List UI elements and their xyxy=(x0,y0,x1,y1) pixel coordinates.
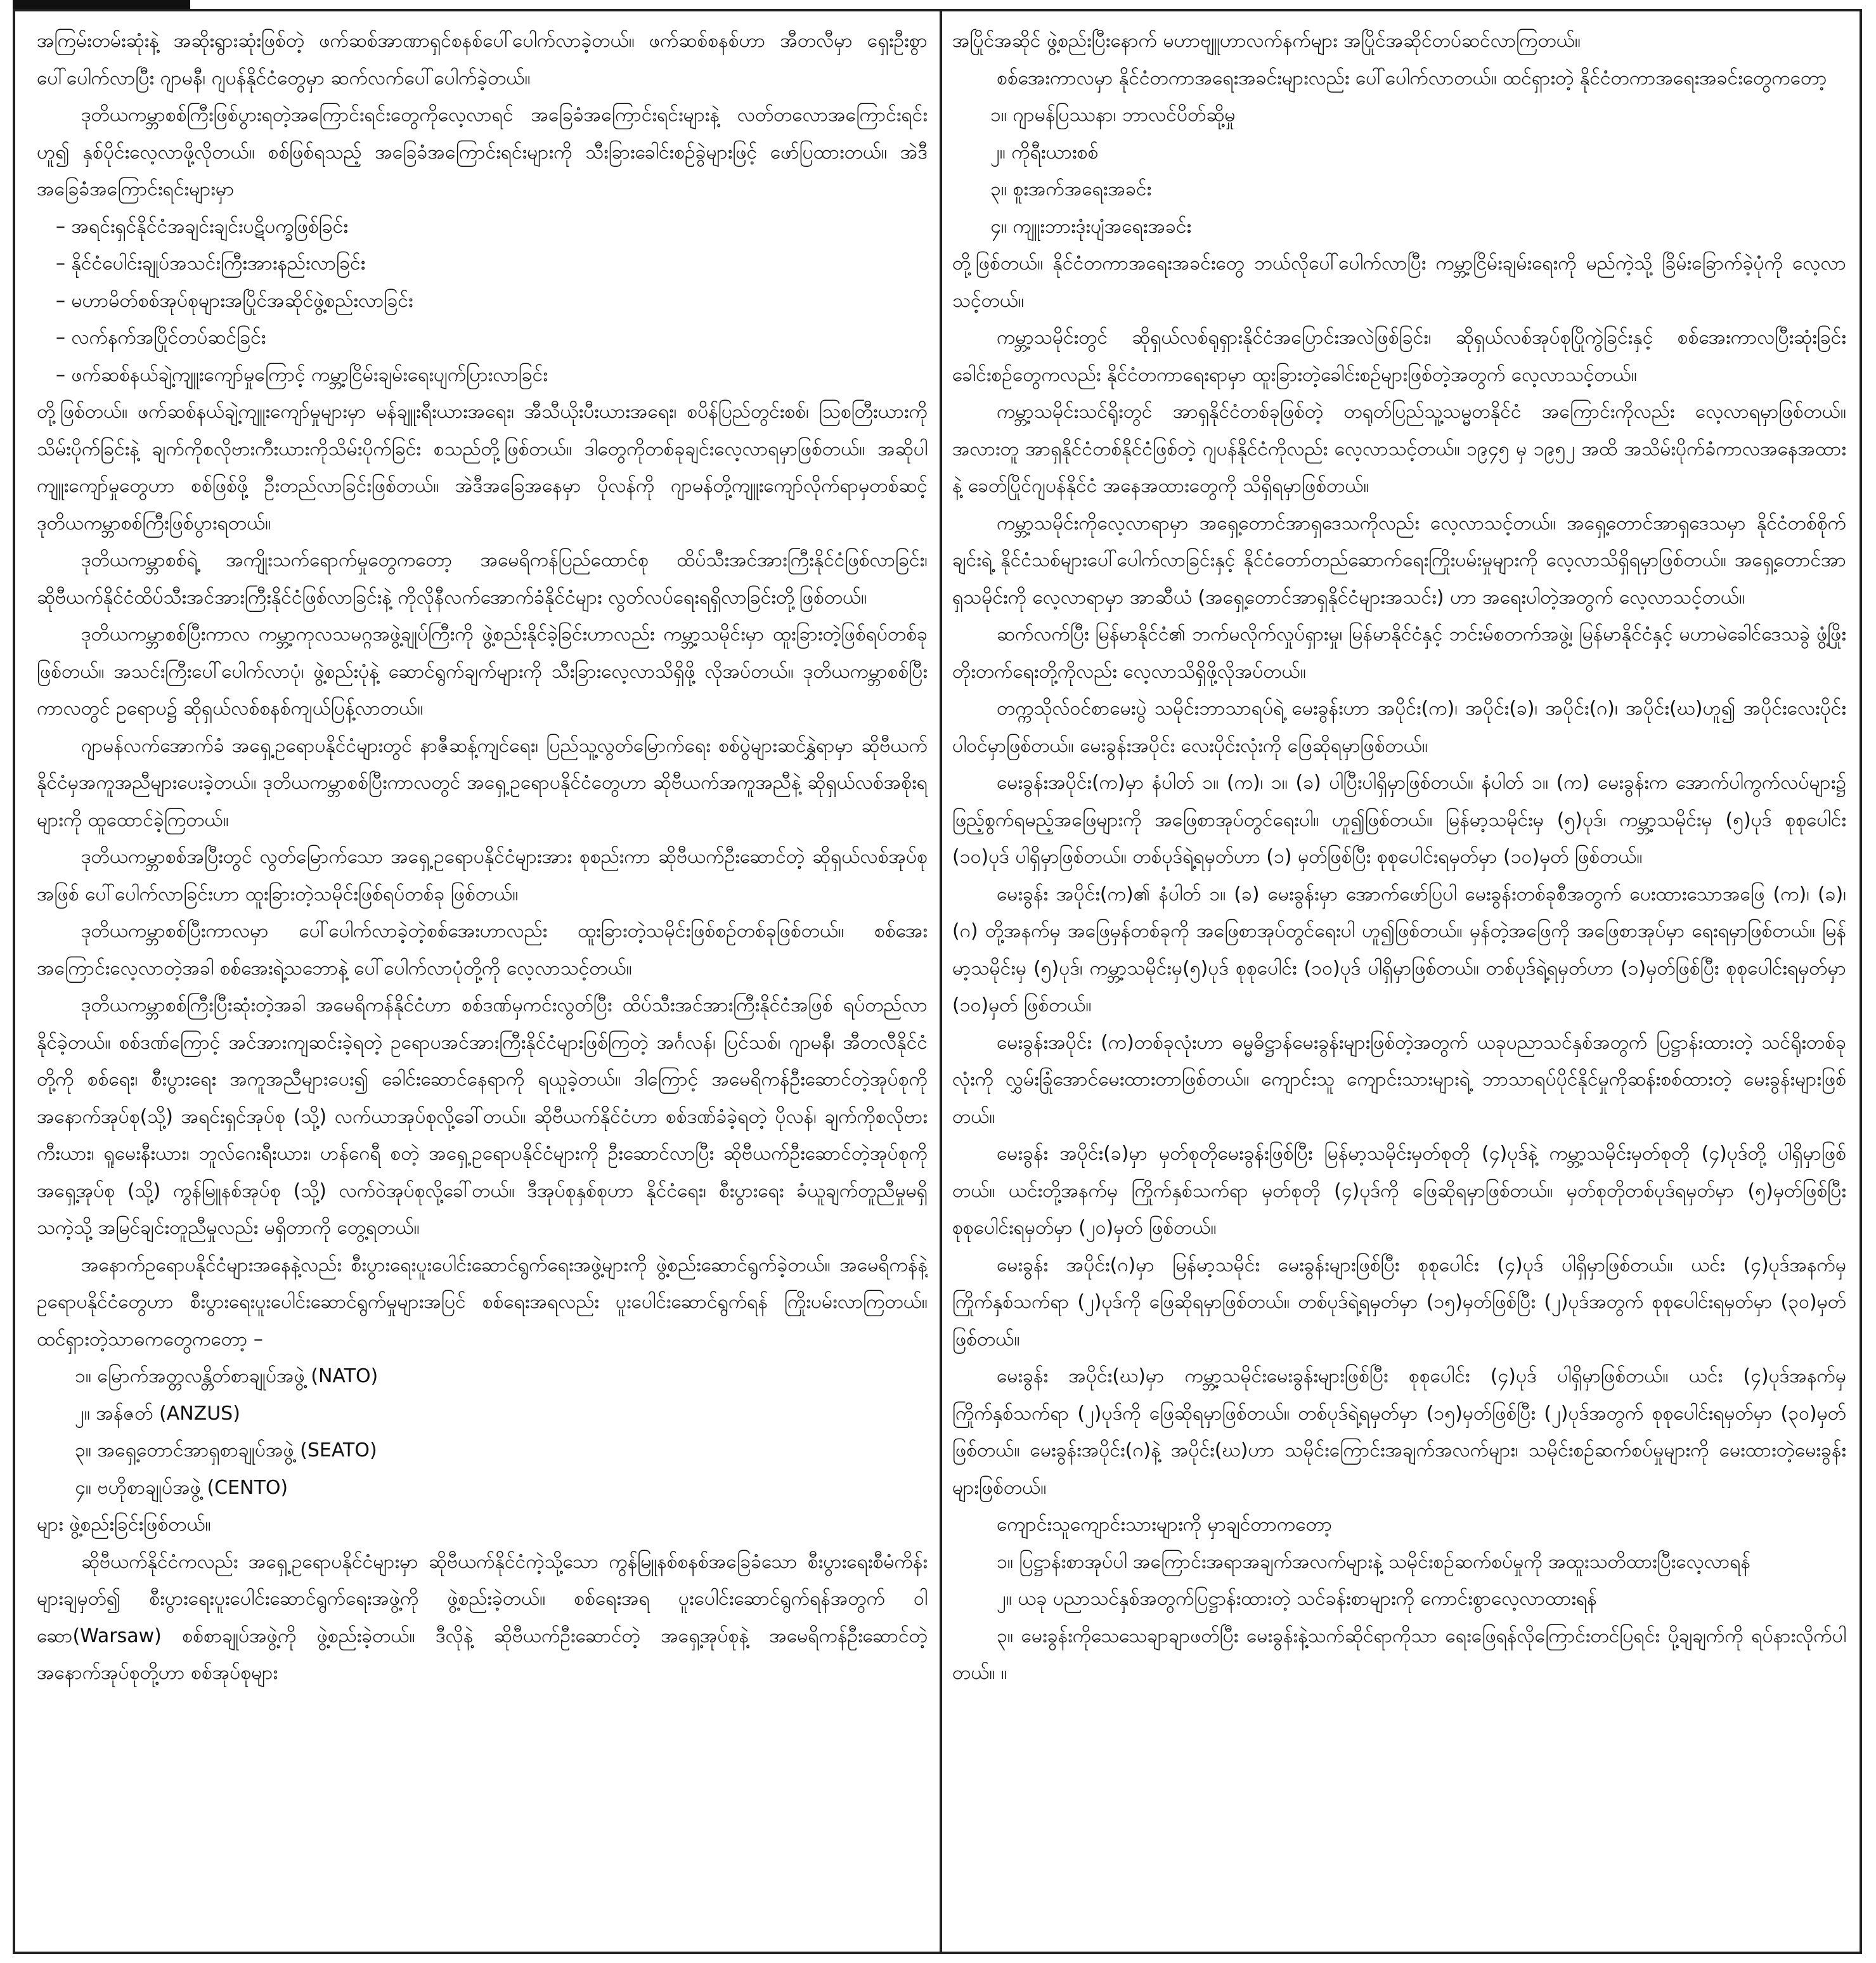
paragraph: အကြမ်းတမ်းဆုံးနဲ့ အဆိုးရွားဆုံးဖြစ်တဲ့ ဖက်ဆစ်အာဏာရှင်စနစ်ပေါ်ပေါက်လာခဲ့တယ်။ ဖက်ဆစ်စနစ်ဟာ အီတလီမှာ ရှေးဦးစွာပေါ်ပေါက်လာပြီး ဂျာမနီ၊ ဂျပန်နိုင်ငံတွေမှာ ဆက်လက်ပေါ်ပေါက်ခဲ့တယ်။ xyxy=(37,30,928,89)
numbered-item: ၂။ ယခု ပညာသင်နှစ်အတွက်ပြဋ္ဌာန်းထားတဲ့ သင်ခန်းစာများကို ကောင်းစွာလေ့လာထားရန် xyxy=(997,1588,1597,1610)
paragraph: ဒုတိယကမ္ဘာစစ်အပြီးတွင် လွတ်မြောက်သော အရှေ့ဥရောပနိုင်ငံများအား စုစည်းကာ ဆိုဗီယက်ဦးဆောင်တဲ့ ဆိုရှယ်လစ်အုပ်စုအဖြစ် ပေါ်ပေါက်လာခြင်းဟာ ထူးခြားတဲ့သမိုင်းဖြစ်ရပ်တစ်ခု ဖြစ်တယ်။ xyxy=(37,846,928,905)
paragraph: ဒုတိယကမ္ဘာစစ်ပြီးကာလမှာ ပေါ်ပေါက်လာခဲ့တဲ့စစ်အေးဟာလည်း ထူးခြားတဲ့သမိုင်းဖြစ်စဉ်တစ်ခုဖြစ်တယ်။ စစ်အေးအကြောင်းလေ့လာတဲ့အခါ စစ်အေးရဲ့သဘောနဲ့ ပေါ်ပေါက်လာပုံတို့ကို လေ့လာသင့်တယ်။ xyxy=(37,920,928,980)
paragraph: တက္ကသိုလ်ဝင်စာမေးပွဲ သမိုင်းဘာသာရပ်ရဲ့ မေးခွန်းဟာ အပိုင်း(က)၊ အပိုင်း(ခ)၊ အပိုင်း(ဂ)၊ အပိုင်း(ဃ)ဟူ၍ အပိုင်းလေးပိုင်း ပါဝင်မှာဖြစ်တယ်။ မေးခွန်းအပိုင်း လေးပိုင်းလုံးကို ဖြေဆိုရမှာဖြစ်တယ်။ xyxy=(952,697,1846,757)
list-item: – အရင်းရှင်နိုင်ငံအချင်းချင်းပဋိပက္ခဖြစ်ခြင်း xyxy=(56,215,348,238)
list-item: – မဟာမိတ်စစ်အုပ်စုများအပြိုင်အဆိုင်ဖွဲ့စည်းလာခြင်း xyxy=(56,289,413,312)
paragraph: တို့ဖြစ်တယ်။ နိုင်ငံတကာအရေးအခင်းတွေ ဘယ်လိုပေါ်ပေါက်လာပြီး ကမ္ဘာ့ငြိမ်းချမ်းရေးကို မည်ကဲ့သို့ ခြိမ်းခြောက်ခဲ့ပုံကို လေ့လာသင့်တယ်။ xyxy=(952,252,1846,312)
numbered-item: ၁။ မြောက်အတ္တလန္တိတ်စာချုပ်အဖွဲ့ (NATO) xyxy=(75,1365,378,1387)
paragraph: ကမ္ဘာ့သမိုင်းကိုလေ့လာရာမှာ အရှေ့တောင်အာရှဒေသကိုလည်း လေ့လာသင့်တယ်။ အရှေ့တောင်အာရှဒေသမှာ နိုင်ငံတစ်စိုက်ချင်းရဲ့ နိုင်ငံသစ်များပေါ်ပေါက်လာခြင်းနှင့် နိုင်ငံတော်တည်ဆောက်ရေးကြိုးပမ်းမှုများကို လေ့လာသိရှိရမှာဖြစ်တယ်။ အရှေ့တောင်အာရှသမိုင်းကို လေ့လာရာမှာ အာဆီယံ (အရှေ့တောင်အာရှနိုင်ငံများအသင်း) ဟာ အရေးပါတဲ့အတွက် လေ့လာသင့်တယ်။ xyxy=(952,512,1846,609)
paragraph: တို့ဖြစ်တယ်။ ဖက်ဆစ်နယ်ချဲ့ကျူးကျော်မှုများမှာ မန်ချူးရီးယားအရေး၊ အီသီယိုးပီးယားအရေး၊ စပိန်ပြည်တွင်းစစ်၊ ဩစတြီးယားကိုသိမ်းပိုက်ခြင်းနဲ့ ချက်ကိုစလိုဗားကီးယားကိုသိမ်းပိုက်ခြင်း စသည်တို့ဖြစ်တယ်။ ဒါတွေကိုတစ်ခုချင်းလေ့လာရမှာဖြစ်တယ်။ အဆိုပါ ကျူးကျော်မှုတွေဟာ စစ်ဖြစ်ဖို့ ဦးတည်လာခြင်းဖြစ်တယ်။ အဲဒီအခြေအနေမှာ ပိုလန်ကို ဂျာမန်တို့ကျူးကျော်လိုက်ရာမှတစ်ဆင့် ဒုတိယကမ္ဘာစစ်ကြီးဖြစ်ပွားရတယ်။ xyxy=(37,401,928,534)
list-item: – လက်နက်အပြိုင်တပ်ဆင်ခြင်း xyxy=(56,327,266,349)
numbered-item: ၁။ ပြဋ္ဌာန်းစာအုပ်ပါ အကြောင်းအရာအချက်အလက်များနဲ့ သမိုင်းစဉ်ဆက်စပ်မှုကို အထူးသတိထားပြီးလေ့လာရန် xyxy=(997,1550,1751,1573)
paragraph: ဂျာမန်လက်အောက်ခံ အရှေ့ဥရောပနိုင်ငံများတွင် နာဇီဆန့်ကျင်ရေး၊ ပြည်သူ့လွတ်မြောက်ရေး စစ်ပွဲများဆင်နွှဲရာမှာ ဆိုဗီယက်နိုင်ငံမှအကူအညီများပေးခဲ့တယ်။ ဒုတိယကမ္ဘာစစ်ပြီးကာလတွင် အရှေ့ဥရောပနိုင်ငံတွေဟာ ဆိုဗီယက်အကူအညီနဲ့ ဆိုရှယ်လစ်အစိုးရများကို ထူထောင်ခဲ့ကြတယ်။ xyxy=(37,734,928,831)
list-item: – နိုင်ငံပေါင်းချုပ်အသင်းကြီးအားနည်းလာခြင်း xyxy=(56,252,366,275)
paragraph: ဆက်လက်ပြီး မြန်မာနိုင်ငံ၏ ဘက်မလိုက်လှုပ်ရှားမှု၊ မြန်မာနိုင်ငံနှင့် ဘင်းမ်စတက်အဖွဲ့၊ မြန်မာနိုင်ငံနှင့် မဟာမဲခေါင်ဒေသခွဲ ဖွံ့ဖြိုးတိုးတက်ရေးတို့ကိုလည်း လေ့လာသိရှိဖို့လိုအပ်တယ်။ xyxy=(952,623,1846,683)
numbered-item: ၂။ ကိုရီးယားစစ် xyxy=(990,141,1099,164)
paragraph: ဆိုဗီယက်နိုင်ငံကလည်း အရှေ့ဥရောပနိုင်ငံများမှာ ဆိုဗီယက်နိုင်ငံကဲ့သို့သော ကွန်မြူနစ်စနစ်အခြေခံသော စီးပွားရေးစီမံကိန်းများချမှတ်၍ စီးပွားရေးပူးပေါင်းဆောင်ရွက်ရေးအဖွဲ့ကို ဖွဲ့စည်းခဲ့တယ်။ စစ်ရေးအရ ပူးပေါင်းဆောင်ရွက်ရန်အတွက် ဝါဆော(Warsaw) စစ်စာချုပ်အဖွဲ့ကို ဖွဲ့စည်းခဲ့တယ်။ ဒီလိုနဲ့ ဆိုဗီယက်ဦးဆောင်တဲ့ အရှေ့အုပ်စုနဲ့ အမေရိကန်ဦးဆောင်တဲ့ အနောက်အုပ်စုတို့ဟာ စစ်အုပ်စုများ xyxy=(37,1550,928,1684)
numbered-item: ၃။ အရှေ့တောင်အာရှစာချုပ်အဖွဲ့ (SEATO) xyxy=(75,1439,377,1461)
paragraph: မေးခွန်းအပိုင်း (က)တစ်ခုလုံးဟာ ဓမ္မဓိဋ္ဌာန်မေးခွန်းများဖြစ်တဲ့အတွက် ယခုပညာသင်နှစ်အတွက် ပြဋ္ဌာန်းထားတဲ့ သင်ရိုးတစ်ခုလုံးကို လွှမ်းခြုံအောင်မေးထားတာဖြစ်တယ်။ ကျောင်းသူ ကျောင်းသားများရဲ့ ဘာသာရပ်ပိုင်နိုင်မှုကိုဆန်းစစ်ထားတဲ့ မေးခွန်းများဖြစ်တယ်။ xyxy=(952,1031,1846,1128)
numbered-item: ၄။ ဗဟိုစာချုပ်အဖွဲ့ (CENTO) xyxy=(75,1476,288,1499)
column-divider xyxy=(940,10,942,1953)
numbered-item: ၁။ ဂျာမန်ပြဿနာ၊ ဘာလင်ပိတ်ဆို့မှု xyxy=(990,104,1236,126)
paragraph: ဒုတိယကမ္ဘာစစ်ပြီးကာလ ကမ္ဘာ့ကုလသမဂ္ဂအဖွဲ့ချုပ်ကြီးကို ဖွဲ့စည်းနိုင်ခဲ့ခြင်းဟာလည်း ကမ္ဘာ့သမိုင်းမှာ ထူးခြားတဲ့ဖြစ်ရပ်တစ်ခုဖြစ်တယ်။ အသင်းကြီးပေါ်ပေါက်လာပုံ၊ ဖွဲ့စည်းပုံနဲ့ ဆောင်ရွက်ချက်များကို သီးခြားလေ့လာသိရှိဖို့ လိုအပ်တယ်။ ဒုတိယကမ္ဘာစစ်ပြီးကာလတွင် ဥရောပ၌ ဆိုရှယ်လစ်စနစ်ကျယ်ပြန့်လာတယ်။ xyxy=(37,623,928,720)
list-item: – ဖက်ဆစ်နယ်ချဲ့ကျူးကျော်မှုကြောင့် ကမ္ဘာ့ငြိမ်းချမ်းရေးပျက်ပြားလာခြင်း xyxy=(56,363,548,386)
paragraph: စစ်အေးကာလမှာ နိုင်ငံတကာအရေးအခင်းများလည်း ပေါ်ပေါက်လာတယ်။ ထင်ရှားတဲ့ နိုင်ငံတကာအရေးအခင်းတွေကတော့ xyxy=(997,67,1827,89)
paragraph: မေးခွန်း အပိုင်း(က)၏ နံပါတ် ၁။ (ခ) မေးခွန်းမှာ အောက်ဖော်ပြပါ မေးခွန်းတစ်ခုစီအတွက် ပေးထားသောအဖြေ (က)၊ (ခ)၊ (ဂ) တို့အနက်မှ အဖြေမှန်တစ်ခုကို အဖြေစာအုပ်တွင်ရေးပါ ဟူ၍ဖြစ်တယ်။ မှန်တဲ့အဖြေကို အဖြေစာအုပ်မှာ ရေးရမှာဖြစ်တယ်။ မြန်မာ့သမိုင်းမှ (၅)ပုဒ်၊ ကမ္ဘာ့သမိုင်းမှ(၅)ပုဒ် စုစုပေါင်း (၁၀)ပုဒ် ပါရှိမှာဖြစ်တယ်။ တစ်ပုဒ်ရဲ့ရမှတ်ဟာ (၁)မှတ်ဖြစ်ပြီး စုစုပေါင်းရမှတ်မှာ (၁၀)မှတ် ဖြစ်တယ်။ xyxy=(952,883,1846,1016)
paragraph: ကမ္ဘာ့သမိုင်းတွင် ဆိုရှယ်လစ်ရုရှားနိုင်ငံအပြောင်းအလဲဖြစ်ခြင်း၊ ဆိုရှယ်လစ်အုပ်စုပြိုကွဲခြင်းနှင့် စစ်အေးကာလပြီးဆုံးခြင်း ခေါင်းစဉ်တွေကလည်း နိုင်ငံတကာရေးရာမှာ ထူးခြားတဲ့ခေါင်းစဉ်များဖြစ်တဲ့အတွက် လေ့လာသင့်တယ်။ xyxy=(952,327,1846,386)
paragraph: မေးခွန်း အပိုင်း(ခ)မှာ မှတ်စုတိုမေးခွန်းဖြစ်ပြီး မြန်မာ့သမိုင်းမှတ်စုတို (၄)ပုဒ်နဲ့ ကမ္ဘာ့သမိုင်းမှတ်စုတို (၄)ပုဒ်တို့ ပါရှိမှာဖြစ်တယ်။ ယင်းတို့အနက်မှ ကြိုက်နှစ်သက်ရာ မှတ်စုတို (၄)ပုဒ်ကို ဖြေဆိုရမှာဖြစ်တယ်။ မှတ်စုတိုတစ်ပုဒ်ရမှတ်မှာ (၅)မှတ်ဖြစ်ပြီး စုစုပေါင်းရမှတ်မှာ (၂၀)မှတ် ဖြစ်တယ်။ xyxy=(952,1143,1846,1239)
paragraph: ကမ္ဘာ့သမိုင်းသင်ရိုးတွင် အာရှနိုင်ငံတစ်ခုဖြစ်တဲ့ တရုတ်ပြည်သူ့သမ္မတနိုင်ငံ အကြောင်းကိုလည်း လေ့လာရမှာဖြစ်တယ်။ အလားတူ အာရှနိုင်ငံတစ်နိုင်ငံဖြစ်တဲ့ ဂျပန်နိုင်ငံကိုလည်း လေ့လာသင့်တယ်။ ၁၉၄၅ မှ ၁၉၅၂ အထိ အသိမ်းပိုက်ခံကာလအနေအထားနဲ့ ခေတ်ပြိုင်ဂျပန်နိုင်ငံ အနေအထားတွေကို သိရှိရမှာဖြစ်တယ်။ xyxy=(952,401,1846,497)
left-column xyxy=(37,23,928,1944)
paragraph: ကျောင်းသူကျောင်းသားများကို မှာချင်တာကတော့ xyxy=(997,1513,1333,1536)
paragraph: အပြိုင်အဆိုင် ဖွဲ့စည်းပြီးနောက် မဟာဗျူဟာလက်နက်များ အပြိုင်အဆိုင်တပ်ဆင်လာကြတယ်။ xyxy=(952,30,1581,52)
paragraph: ဒုတိယကမ္ဘာစစ်ကြီးဖြစ်ပွားရတဲ့အကြောင်းရင်းတွေကိုလေ့လာရင် အခြေခံအကြောင်းရင်းများနဲ့ လတ်တလောအကြောင်းရင်းဟူ၍ နှစ်ပိုင်းလေ့လာဖို့လိုတယ်။ စစ်ဖြစ်ရသည့် အခြေခံအကြောင်းရင်းများကို သီးခြားခေါင်းစဉ်ခွဲများဖြင့် ဖော်ပြထားတယ်။ အဲဒီအခြေခံအကြောင်းရင်းများမှာ xyxy=(37,104,928,200)
paragraph: များ ဖွဲ့စည်းခြင်းဖြစ်တယ်။ xyxy=(37,1513,211,1536)
paragraph: မေးခွန်းအပိုင်း(က)မှာ နံပါတ် ၁။ (က)၊ ၁။ (ခ) ပါပြီးပါရှိမှာဖြစ်တယ်။ နံပါတ် ၁။ (က) မေးခွန်းက အောက်ပါကွက်လပ်များ၌ ဖြည့်စွက်ရမည့်အဖြေများကို အဖြေစာအုပ်တွင်ရေးပါ။ ဟူ၍ဖြစ်တယ်။ မြန်မာ့သမိုင်းမှ (၅)ပုဒ်၊ ကမ္ဘာ့သမိုင်းမှ (၅)ပုဒ် စုစုပေါင်း (၁၀)ပုဒ် ပါရှိမှာဖြစ်တယ်။ တစ်ပုဒ်ရဲ့ရမှတ်ဟာ (၁) မှတ်ဖြစ်ပြီး စုစုပေါင်းရမှတ်မှာ (၁၀)မှတ် ဖြစ်တယ်။ xyxy=(952,772,1846,868)
paragraph: မေးခွန်း အပိုင်း(ဃ)မှာ ကမ္ဘာ့သမိုင်းမေးခွန်းများဖြစ်ပြီး စုစုပေါင်း (၄)ပုဒ် ပါရှိမှာဖြစ်တယ်။ ယင်း (၄)ပုဒ်အနက်မှ ကြိုက်နှစ်သက်ရာ (၂)ပုဒ်ကို ဖြေဆိုရမှာဖြစ်တယ်။ တစ်ပုဒ်ရဲ့ရမှတ်မှာ (၁၅)မှတ်ဖြစ်ပြီး (၂)ပုဒ်အတွက် စုစုပေါင်းရမှတ်မှာ (၃၀)မှတ် ဖြစ်တယ်။ မေးခွန်းအပိုင်း(ဂ)နဲ့ အပိုင်း(ဃ)ဟာ သမိုင်းကြောင်းအချက်အလက်များ၊ သမိုင်းစဉ်ဆက်စပ်မှုများကို မေးထားတဲ့မေးခွန်းများဖြစ်တယ်။ xyxy=(952,1365,1846,1499)
right-column xyxy=(952,23,1846,1944)
paragraph: အနောက်ဥရောပနိုင်ငံများအနေနဲ့လည်း စီးပွားရေးပူးပေါင်းဆောင်ရွက်ရေးအဖွဲ့များကို ဖွဲ့စည်းဆောင်ရွက်ခဲ့တယ်။ အမေရိကန်နဲ့ဥရောပနိုင်ငံတွေဟာ စီးပွားရေးပူးပေါင်းဆောင်ရွက်မှုများအပြင် စစ်ရေးအရလည်း ပူးပေါင်းဆောင်ရွက်ရန် ကြိုးပမ်းလာကြတယ်။ ထင်ရှားတဲ့သာဓကတွေကတော့ – xyxy=(37,1254,928,1351)
numbered-item: ၄။ ကျူးဘားဒုံးပျံအရေးအခင်း xyxy=(990,215,1192,238)
paragraph: မေးခွန်း အပိုင်း(ဂ)မှာ မြန်မာ့သမိုင်း မေးခွန်းများဖြစ်ပြီး စုစုပေါင်း (၄)ပုဒ် ပါရှိမှာဖြစ်တယ်။ ယင်း (၄)ပုဒ်အနက်မှ ကြိုက်နှစ်သက်ရာ (၂)ပုဒ်ကို ဖြေဆိုရမှာဖြစ်တယ်။ တစ်ပုဒ်ရဲ့ရမှတ်မှာ (၁၅)မှတ်ဖြစ်ပြီး (၂)ပုဒ်အတွက် စုစုပေါင်းရမှတ်မှာ (၃၀)မှတ် ဖြစ်တယ်။ xyxy=(952,1254,1846,1351)
numbered-item: ၃။ မေးခွန်းကိုသေသေချာချာဖတ်ပြီး မေးခွန်းနဲ့သက်ဆိုင်ရာကိုသာ ရေးဖြေရန်လိုကြောင်းတင်ပြရင်း ပို့ချချက်ကို ရပ်နားလိုက်ပါတယ်။ ။ xyxy=(952,1624,1846,1684)
paragraph: ဒုတိယကမ္ဘာစစ်ရဲ့ အကျိုးသက်ရောက်မှုတွေကတော့ အမေရိကန်ပြည်ထောင်စု ထိပ်သီးအင်အားကြီးနိုင်ငံဖြစ်လာခြင်း၊ ဆိုဗီယက်နိုင်ငံထိပ်သီးအင်အားကြီးနိုင်ငံဖြစ်လာခြင်းနဲ့ ကိုလိုနီလက်အောက်ခံနိုင်ငံများ လွတ်လပ်ရေးရရှိလာခြင်းတို့ဖြစ်တယ်။ xyxy=(37,549,928,609)
numbered-item: ၂။ အန်ဇတ် (ANZUS) xyxy=(75,1402,240,1425)
paragraph: ဒုတိယကမ္ဘာစစ်ကြီးပြီးဆုံးတဲ့အခါ အမေရိကန်နိုင်ငံဟာ စစ်ဒဏ်မှကင်းလွတ်ပြီး ထိပ်သီးအင်အားကြီးနိုင်ငံအဖြစ် ရပ်တည်လာနိုင်ခဲ့တယ်။ စစ်ဒဏ်ကြောင့် အင်အားကျဆင်းခဲ့ရတဲ့ ဥရောပအင်အားကြီးနိုင်ငံများဖြစ်ကြတဲ့ အင်္ဂလန်၊ ပြင်သစ်၊ ဂျာမနီ၊ အီတလီနိုင်ငံတို့ကို စစ်ရေး၊ စီးပွားရေး အကူအညီများပေး၍ ခေါင်းဆောင်နေရာကို ရယူခဲ့တယ်။ ဒါကြောင့် အမေရိကန်ဦးဆောင်တဲ့အုပ်စုကို အနောက်အုပ်စု(သို့) အရင်းရှင်အုပ်စု (သို့) လက်ယာအုပ်စုလို့ခေါ်တယ်။ ဆိုဗီယက်နိုင်ငံဟာ စစ်ဒဏ်ခံခဲ့ရတဲ့ ပိုလန်၊ ချက်ကိုစလိုဗားကီးယား၊ ရူမေးနီးယား၊ ဘူလ်ဂေးရီးယား၊ ဟန်ဂေရီ စတဲ့ အရှေ့ဥရောပနိုင်ငံများကို ဦးဆောင်လာပြီး ဆိုဗီယက်ဦးဆောင်တဲ့အုပ်စုကို အရှေ့အုပ်စု (သို့) ကွန်မြူနစ်အုပ်စု (သို့) လက်ဝဲအုပ်စုလို့ခေါ်တယ်။ ဒီအုပ်စုနှစ်စုဟာ နိုင်ငံရေး၊ စီးပွားရေး ခံယူချက်တူညီမှုမရှိသကဲ့သို့ အမြင်ချင်းတူညီမှုလည်း မရှိတာကို တွေ့ရတယ်။ xyxy=(37,994,928,1239)
numbered-item: ၃။ စူးအက်အရေးအခင်း xyxy=(990,178,1152,200)
